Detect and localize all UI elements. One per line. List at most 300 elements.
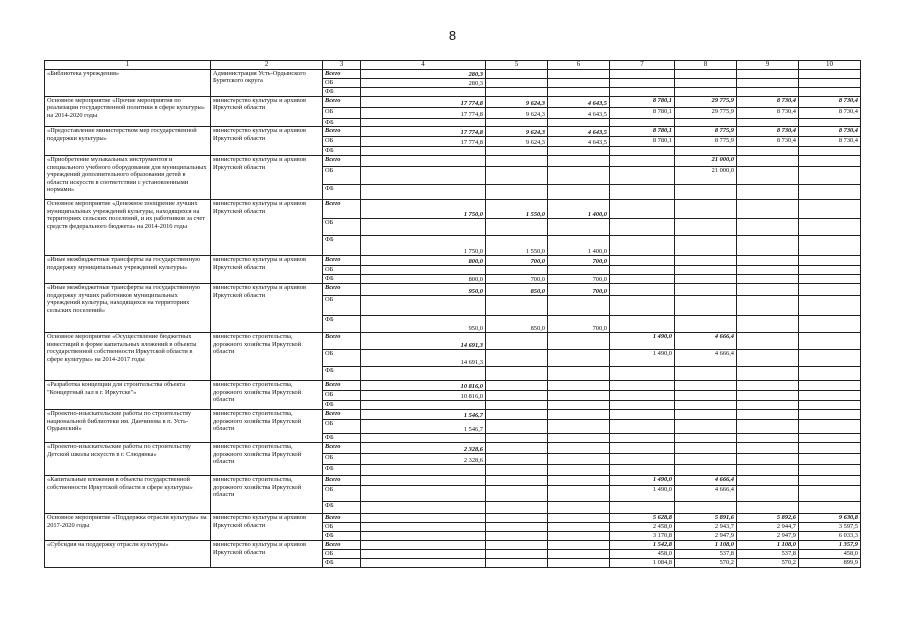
- amount-cell: 8 780,1: [610, 127, 675, 137]
- amount-cell: 17 774,8: [361, 137, 486, 147]
- amount-cell: [610, 147, 675, 156]
- amount-cell: [675, 296, 737, 316]
- column-number-row: [45, 61, 861, 70]
- amount-cell: [675, 266, 737, 275]
- amount-cell: [737, 381, 799, 391]
- amount-cell: [548, 266, 610, 275]
- amount-cell: 850,0: [486, 316, 548, 333]
- amount-cell: 1 490,0: [610, 333, 675, 350]
- amount-cell: [675, 79, 737, 88]
- amount-cell: 1 542,8: [610, 541, 675, 550]
- funding-source: Всего: [323, 541, 361, 550]
- amount-cell: [361, 156, 486, 167]
- funding-source: Всего: [323, 443, 361, 454]
- col-header: 4: [361, 61, 486, 70]
- funding-source: ОБ: [323, 550, 361, 559]
- amount-cell: [799, 156, 861, 167]
- budget-table: [44, 60, 861, 568]
- amount-cell: 5 891,6: [675, 514, 737, 523]
- amount-cell: 1 108,0: [675, 541, 737, 550]
- amount-cell: [675, 420, 737, 434]
- amount-cell: [799, 486, 861, 502]
- amount-cell: [799, 236, 861, 256]
- amount-cell: [675, 219, 737, 236]
- amount-cell: [799, 502, 861, 514]
- amount-cell: [486, 391, 548, 401]
- activity-name: «Приобретение музыкальных инструментов и специального учебного оборудования для муниципальных учреждений дополнительного образования детей в области искусств в соответствии с установленными нормами»: [45, 156, 211, 200]
- amount-cell: 3 170,8: [610, 532, 675, 541]
- amount-cell: 21 000,0: [675, 167, 737, 185]
- funding-source: ФБ: [323, 532, 361, 541]
- amount-cell: [799, 316, 861, 333]
- activity-name: Основное мероприятие «Прочие мероприятия по реализации государственной политики в сфере культуры» на 2014-2020 годы: [45, 97, 211, 127]
- amount-cell: [799, 296, 861, 316]
- amount-cell: [675, 391, 737, 401]
- amount-cell: [548, 333, 610, 350]
- amount-cell: [361, 476, 486, 486]
- funding-source: ОБ: [323, 167, 361, 185]
- amount-cell: 1 546,7: [361, 410, 486, 420]
- amount-cell: 8 775,9: [675, 127, 737, 137]
- amount-cell: [486, 465, 548, 476]
- amount-cell: [486, 88, 548, 97]
- amount-cell: [548, 454, 610, 465]
- amount-cell: 17 774,8: [361, 108, 486, 119]
- amount-cell: [486, 70, 548, 79]
- amount-cell: 1 550,0: [486, 200, 548, 219]
- amount-cell: 8 730,4: [737, 97, 799, 108]
- amount-cell: [737, 70, 799, 79]
- funding-source: ОБ: [323, 266, 361, 275]
- amount-cell: [486, 147, 548, 156]
- funding-source: ОБ: [323, 391, 361, 401]
- amount-cell: [610, 156, 675, 167]
- amount-cell: [548, 550, 610, 559]
- amount-cell: [361, 514, 486, 523]
- amount-cell: 8 730,4: [799, 137, 861, 147]
- amount-cell: [610, 266, 675, 275]
- amount-cell: [548, 541, 610, 550]
- executor: министерство культуры и архивов Иркутской области: [211, 156, 323, 200]
- amount-cell: [799, 367, 861, 381]
- amount-cell: [799, 167, 861, 185]
- amount-cell: [675, 401, 737, 410]
- amount-cell: [737, 200, 799, 219]
- amount-cell: [675, 70, 737, 79]
- amount-cell: [486, 156, 548, 167]
- amount-cell: 4 643,5: [548, 127, 610, 137]
- amount-cell: [486, 559, 548, 568]
- amount-cell: [737, 502, 799, 514]
- col-header: 3: [323, 61, 361, 70]
- amount-cell: [361, 367, 486, 381]
- amount-cell: [361, 434, 486, 443]
- amount-cell: 950,0: [361, 316, 486, 333]
- amount-cell: [610, 88, 675, 97]
- activity-name: «Разработка концепции для строительства объекта "Концертный зал в г. Иркутске"»: [45, 381, 211, 410]
- amount-cell: [361, 266, 486, 275]
- amount-cell: [675, 454, 737, 465]
- amount-cell: 2 947,9: [737, 532, 799, 541]
- amount-cell: [737, 486, 799, 502]
- amount-cell: [486, 381, 548, 391]
- amount-cell: [799, 443, 861, 454]
- amount-cell: 2 328,6: [361, 454, 486, 465]
- funding-source: Всего: [323, 127, 361, 137]
- amount-cell: [548, 219, 610, 236]
- amount-cell: [486, 454, 548, 465]
- activity-name: «Библиотека учреждения»: [45, 70, 211, 97]
- amount-cell: [737, 476, 799, 486]
- amount-cell: [737, 434, 799, 443]
- amount-cell: [486, 410, 548, 420]
- funding-source: ФБ: [323, 185, 361, 200]
- funding-source: ОБ: [323, 296, 361, 316]
- col-header: 1: [45, 61, 211, 70]
- amount-cell: 800,0: [361, 256, 486, 266]
- amount-cell: 2 328,6: [361, 443, 486, 454]
- amount-cell: [361, 550, 486, 559]
- amount-cell: 570,2: [675, 559, 737, 568]
- amount-cell: 8 730,4: [799, 97, 861, 108]
- amount-cell: [610, 219, 675, 236]
- amount-cell: [486, 167, 548, 185]
- amount-cell: [610, 200, 675, 219]
- amount-cell: [361, 559, 486, 568]
- amount-cell: 10 816,0: [361, 391, 486, 401]
- amount-cell: [610, 434, 675, 443]
- amount-cell: 1 490,0: [610, 350, 675, 367]
- amount-cell: [548, 147, 610, 156]
- amount-cell: 537,8: [675, 550, 737, 559]
- amount-cell: [737, 391, 799, 401]
- col-header: 2: [211, 61, 323, 70]
- amount-cell: [737, 465, 799, 476]
- amount-cell: [610, 296, 675, 316]
- funding-source: ФБ: [323, 434, 361, 443]
- amount-cell: [610, 443, 675, 454]
- col-header: 8: [675, 61, 737, 70]
- amount-cell: [548, 410, 610, 420]
- amount-cell: [548, 381, 610, 391]
- page-number: 8: [448, 28, 457, 43]
- funding-source: ФБ: [323, 236, 361, 256]
- funding-source: ФБ: [323, 401, 361, 410]
- amount-cell: [675, 284, 737, 296]
- executor: министерство строительства, дорожного хозяйства Иркутской области: [211, 476, 323, 514]
- amount-cell: 280,3: [361, 79, 486, 88]
- amount-cell: [548, 185, 610, 200]
- amount-cell: [737, 443, 799, 454]
- funding-source: ФБ: [323, 147, 361, 156]
- amount-cell: 1 750,0: [361, 236, 486, 256]
- amount-cell: [548, 167, 610, 185]
- amount-cell: 6 033,3: [799, 532, 861, 541]
- amount-cell: 8 730,4: [737, 127, 799, 137]
- amount-cell: [737, 185, 799, 200]
- amount-cell: [675, 185, 737, 200]
- amount-cell: [737, 296, 799, 316]
- table-row: [45, 70, 861, 79]
- amount-cell: 2 944,7: [737, 523, 799, 532]
- amount-cell: [548, 296, 610, 316]
- amount-cell: [486, 401, 548, 410]
- activity-name: «Проектно-изыскательские работы по строительству национальной библиотеки им. Данчинова в п. Усть-Ордынский»: [45, 410, 211, 443]
- amount-cell: [799, 401, 861, 410]
- amount-cell: [799, 185, 861, 200]
- amount-cell: [610, 391, 675, 401]
- amount-cell: 700,0: [548, 284, 610, 296]
- amount-cell: [737, 350, 799, 367]
- funding-source: Всего: [323, 514, 361, 523]
- amount-cell: [548, 420, 610, 434]
- amount-cell: 10 816,0: [361, 381, 486, 391]
- amount-cell: 4 666,4: [675, 350, 737, 367]
- amount-cell: 3 597,5: [799, 523, 861, 532]
- amount-cell: [486, 219, 548, 236]
- amount-cell: [361, 523, 486, 532]
- amount-cell: 1 490,0: [610, 486, 675, 502]
- amount-cell: [548, 88, 610, 97]
- amount-cell: [675, 316, 737, 333]
- executor: министерство строительства, дорожного хозяйства Иркутской области: [211, 333, 323, 381]
- amount-cell: [548, 156, 610, 167]
- amount-cell: [361, 532, 486, 541]
- amount-cell: [548, 476, 610, 486]
- amount-cell: 17 774,8: [361, 97, 486, 108]
- amount-cell: [548, 70, 610, 79]
- table-row: [45, 200, 861, 219]
- amount-cell: [610, 70, 675, 79]
- table-row: [45, 381, 861, 391]
- executor: министерство культуры и архивов Иркутской области: [211, 97, 323, 127]
- amount-cell: [486, 541, 548, 550]
- activity-name: «Предоставление министерством мер государственной поддержки культуры»: [45, 127, 211, 156]
- amount-cell: [799, 256, 861, 266]
- amount-cell: [737, 333, 799, 350]
- executor: министерство строительства, дорожного хозяйства Иркутской области: [211, 381, 323, 410]
- amount-cell: [737, 420, 799, 434]
- funding-source: Всего: [323, 97, 361, 108]
- amount-cell: [737, 266, 799, 275]
- activity-name: «Иные межбюджетные трансферты на государственную поддержку лучших работников муниципальных учреждений культуры, находящихся на территориях сельских поселений»: [45, 284, 211, 333]
- amount-cell: [548, 502, 610, 514]
- amount-cell: [361, 502, 486, 514]
- amount-cell: 2 947,9: [675, 532, 737, 541]
- amount-cell: 700,0: [548, 316, 610, 333]
- amount-cell: 29 775,9: [675, 97, 737, 108]
- amount-cell: [799, 454, 861, 465]
- amount-cell: [361, 465, 486, 476]
- amount-cell: 899,9: [799, 559, 861, 568]
- amount-cell: [361, 219, 486, 236]
- amount-cell: [737, 219, 799, 236]
- executor: министерство культуры и архивов Иркутской области: [211, 127, 323, 156]
- amount-cell: 458,0: [610, 550, 675, 559]
- amount-cell: 29 775,9: [675, 108, 737, 119]
- amount-cell: 1 108,0: [737, 541, 799, 550]
- activity-name: «Иные межбюджетные трансферты на государственную поддержку муниципальных учреждений культуры»: [45, 256, 211, 284]
- amount-cell: [610, 367, 675, 381]
- amount-cell: 1 357,9: [799, 541, 861, 550]
- amount-cell: [486, 532, 548, 541]
- funding-source: Всего: [323, 284, 361, 296]
- funding-source: ОБ: [323, 523, 361, 532]
- funding-source: Всего: [323, 333, 361, 350]
- amount-cell: [610, 119, 675, 127]
- amount-cell: [675, 147, 737, 156]
- col-header: 6: [548, 61, 610, 70]
- amount-cell: [675, 256, 737, 266]
- amount-cell: [737, 401, 799, 410]
- amount-cell: [361, 486, 486, 502]
- amount-cell: [548, 119, 610, 127]
- executor: министерство культуры и архивов Иркутской области: [211, 256, 323, 284]
- amount-cell: 5 892,6: [737, 514, 799, 523]
- amount-cell: [610, 401, 675, 410]
- table-row: [45, 156, 861, 167]
- amount-cell: 1 490,0: [610, 476, 675, 486]
- amount-cell: [486, 185, 548, 200]
- amount-cell: [486, 79, 548, 88]
- executor: министерство культуры и архивов Иркутской области: [211, 200, 323, 256]
- funding-source: ОБ: [323, 219, 361, 236]
- amount-cell: [548, 443, 610, 454]
- amount-cell: [610, 502, 675, 514]
- amount-cell: [799, 420, 861, 434]
- amount-cell: [486, 523, 548, 532]
- amount-cell: [610, 381, 675, 391]
- funding-source: Всего: [323, 200, 361, 219]
- amount-cell: [486, 550, 548, 559]
- col-header: 10: [799, 61, 861, 70]
- col-header: 9: [737, 61, 799, 70]
- activity-name: Основное мероприятие «Денежное поощрение лучших муниципальных учреждений культуры, находящихся на территориях сельских поселений, и их работников за счет средств федерального бюджета» на 2014-2016 годы: [45, 200, 211, 256]
- funding-source: ОБ: [323, 454, 361, 465]
- amount-cell: [610, 256, 675, 266]
- executor: министерство культуры и архивов Иркутской области: [211, 514, 323, 541]
- amount-cell: [799, 391, 861, 401]
- amount-cell: [799, 147, 861, 156]
- amount-cell: [486, 296, 548, 316]
- table-row: [45, 476, 861, 486]
- amount-cell: 17 774,8: [361, 127, 486, 137]
- amount-cell: [486, 367, 548, 381]
- amount-cell: 850,0: [486, 284, 548, 296]
- amount-cell: [799, 200, 861, 219]
- amount-cell: [737, 147, 799, 156]
- amount-cell: 4 643,5: [548, 97, 610, 108]
- funding-source: ОБ: [323, 420, 361, 434]
- amount-cell: [799, 381, 861, 391]
- amount-cell: 9 630,8: [799, 514, 861, 523]
- amount-cell: [799, 70, 861, 79]
- amount-cell: 4 643,5: [548, 108, 610, 119]
- funding-source: ОБ: [323, 350, 361, 367]
- amount-cell: [799, 266, 861, 275]
- amount-cell: [737, 410, 799, 420]
- funding-source: ФБ: [323, 465, 361, 476]
- amount-cell: [548, 486, 610, 502]
- funding-source: Всего: [323, 70, 361, 79]
- amount-cell: [361, 401, 486, 410]
- amount-cell: 537,8: [737, 550, 799, 559]
- executor: министерство культуры и архивов Иркутской области: [211, 284, 323, 333]
- amount-cell: [737, 167, 799, 185]
- funding-source: ОБ: [323, 137, 361, 147]
- amount-cell: [737, 156, 799, 167]
- amount-cell: 8 775,9: [675, 137, 737, 147]
- amount-cell: [799, 88, 861, 97]
- funding-source: ФБ: [323, 275, 361, 284]
- table-row: [45, 256, 861, 266]
- funding-source: ФБ: [323, 502, 361, 514]
- table-body: [45, 70, 861, 568]
- amount-cell: [799, 284, 861, 296]
- amount-cell: 4 666,4: [675, 333, 737, 350]
- funding-source: ФБ: [323, 316, 361, 333]
- amount-cell: [799, 410, 861, 420]
- activity-name: Основное мероприятие «Осуществление бюджетных инвестиций в форме капитальных вложений в объекты государственной собственности Иркутской области в сфере культуры» на 2014-2017 годы: [45, 333, 211, 381]
- amount-cell: 800,0: [361, 275, 486, 284]
- funding-source: ФБ: [323, 367, 361, 381]
- amount-cell: [675, 367, 737, 381]
- amount-cell: [610, 167, 675, 185]
- amount-cell: [737, 316, 799, 333]
- funding-source: ФБ: [323, 119, 361, 127]
- amount-cell: [486, 420, 548, 434]
- amount-cell: [737, 284, 799, 296]
- amount-cell: [548, 391, 610, 401]
- table-row: [45, 514, 861, 523]
- table-row: [45, 284, 861, 296]
- table-row: [45, 97, 861, 108]
- executor: министерство культуры и архивов Иркутской области: [211, 541, 323, 568]
- amount-cell: 8 730,4: [737, 137, 799, 147]
- amount-cell: [675, 502, 737, 514]
- amount-cell: [548, 559, 610, 568]
- budget-table-sheet: [44, 60, 860, 568]
- amount-cell: [548, 465, 610, 476]
- amount-cell: [361, 167, 486, 185]
- amount-cell: [799, 119, 861, 127]
- executor: Администрация Усть-Ордынского Бурятского округа: [211, 70, 323, 97]
- amount-cell: [675, 443, 737, 454]
- amount-cell: [737, 367, 799, 381]
- amount-cell: 4 643,5: [548, 137, 610, 147]
- funding-source: ФБ: [323, 559, 361, 568]
- amount-cell: [486, 333, 548, 350]
- amount-cell: [361, 185, 486, 200]
- amount-cell: [486, 502, 548, 514]
- amount-cell: 1 550,0: [486, 236, 548, 256]
- amount-cell: [675, 119, 737, 127]
- amount-cell: [610, 185, 675, 200]
- amount-cell: 9 624,3: [486, 97, 548, 108]
- table-row: [45, 443, 861, 454]
- amount-cell: 8 730,4: [799, 108, 861, 119]
- amount-cell: [486, 119, 548, 127]
- amount-cell: [737, 236, 799, 256]
- activity-name: «Капитальные вложения в объекты государственной собственности Иркутской области в сфере культуры»: [45, 476, 211, 514]
- amount-cell: 2 458,0: [610, 523, 675, 532]
- amount-cell: [486, 434, 548, 443]
- amount-cell: [737, 79, 799, 88]
- amount-cell: [548, 350, 610, 367]
- amount-cell: 1 400,0: [548, 236, 610, 256]
- funding-source: Всего: [323, 476, 361, 486]
- amount-cell: 14 691,3: [361, 350, 486, 367]
